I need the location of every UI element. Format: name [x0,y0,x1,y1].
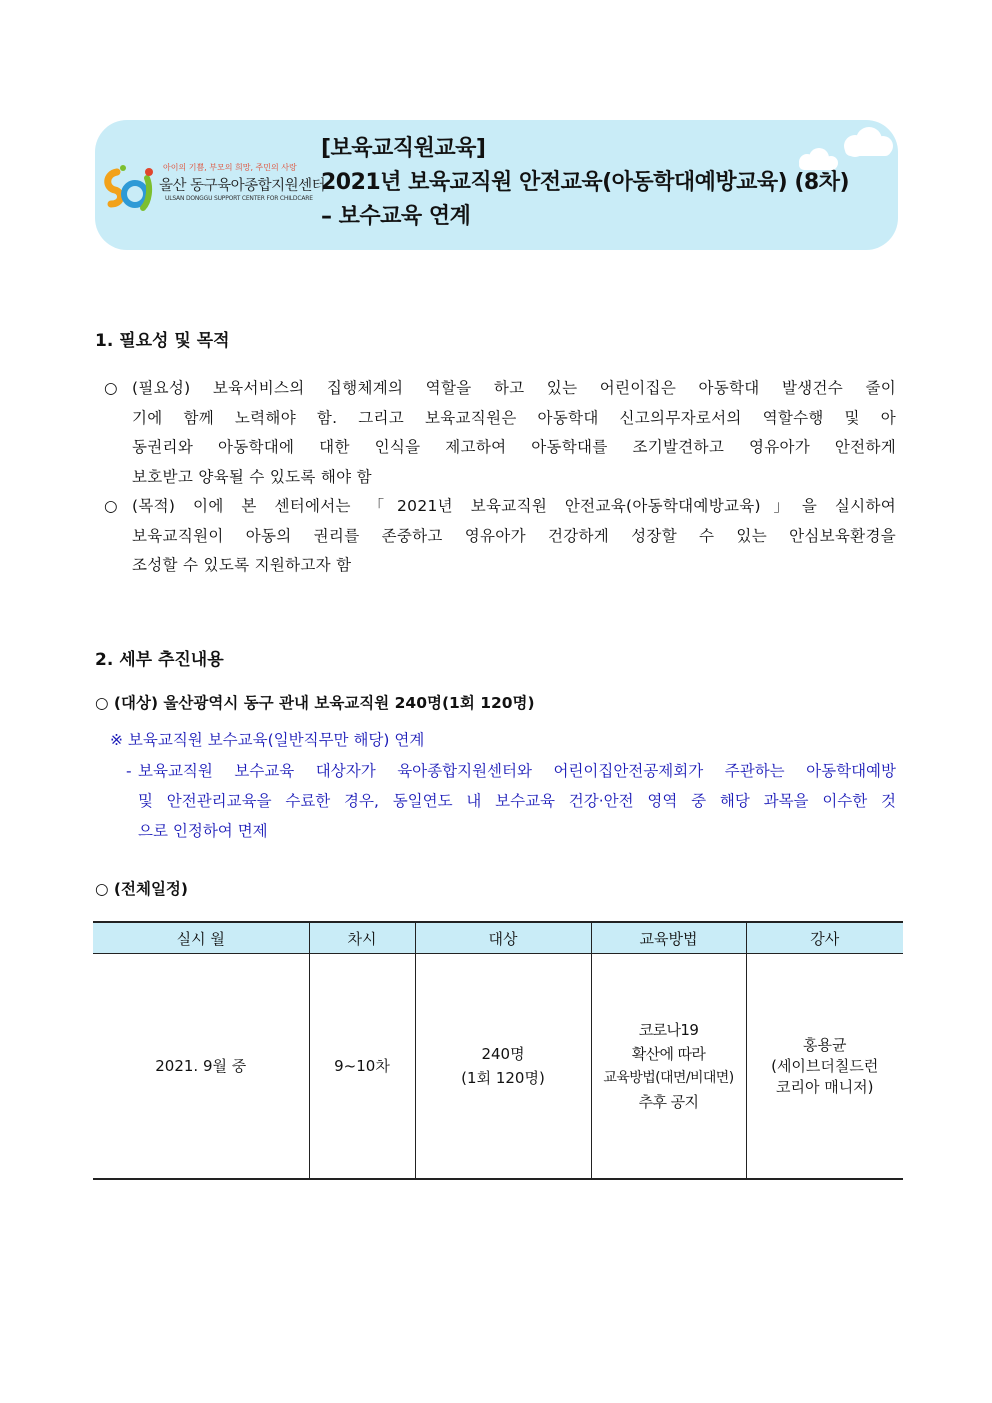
cell-instructor [746,954,903,1180]
cloud-decoration-icon [785,124,895,180]
cell-line: 교육방법(대면/비대면) [603,1070,734,1086]
logo-name: 울산 동구육아종합지원센터 [159,178,326,194]
note-reference: ※ 보육교직원 보수교육(일반직무만 해당) 연계 [110,731,425,749]
cell-line: 코리아 매니저) [775,1077,874,1096]
center-logo [103,158,326,218]
cell-line: 코로나19 [638,1021,699,1039]
schedule-label: ○ (전체일정) [95,880,188,898]
paragraph-line: 조성할 수 있도록 지원하고자 함 [132,556,352,574]
section-1-heading: 1. 필요성 및 목적 [95,331,230,351]
header-banner [95,120,898,250]
cell-line: (세이브더칠드런 [771,1056,879,1075]
note-line: 으로 인정하여 면제 [138,822,268,840]
title-line-2: 2021년 보육교직원 안전교육(아동학대예방교육) (8차) [321,170,850,195]
paragraph-line: 기에 함께 노력해야 함. 그리고 보육교직원은 아동학대 신고의무자로서의 역할수행 및 아 [132,408,896,427]
bullet-circle: ○ [104,497,118,515]
logo-slogan: 아이의 기쁨, 부모의 희망, 주민의 사랑 [163,163,297,172]
logo-name-en: ULSAN DONGGU SUPPORT CENTER FOR CHILDCARE [165,195,313,202]
paragraph-line: 동권리와 아동학대에 대한 인식을 제고하여 아동학대를 조기발견하고 영유아가 안전하게 [132,438,896,456]
cell-line: 240명 [481,1045,525,1063]
bullet-circle: ○ [104,379,118,397]
cell-line: (1회 120명) [461,1069,545,1087]
paragraph-line: 보육교직원이 아동의 권리를 존중하고 영유아가 건강하게 성장할 수 있는 안심보육환경을 [132,526,896,545]
dash-marker: - [126,762,132,780]
section-2-heading: 2. 세부 추진내용 [95,650,224,670]
schedule-table [93,921,903,1180]
purpose-paragraph-need [104,374,896,492]
note-line: 및 안전관리교육을 수료한 경우, 동일연도 내 보수교육 건강·안전 영역 중 해당 과목을 이수한 것 [138,792,896,810]
cell-session: 9~10차 [309,954,415,1180]
document-title [321,132,849,234]
column-header-instructor: 강사 [746,922,903,954]
paragraph-line: (목적) 이에 본 센터에서는 「2021년 보육교직원 안전교육(아동학대예방교육)」을 실시하여 [132,497,896,515]
purpose-paragraph-goal [104,492,896,581]
paragraph-line: 보호받고 양육될 수 있도록 해야 함 [132,467,372,486]
title-line-1: [보육교직원교육] [321,136,486,161]
cell-method [591,954,746,1180]
note-line: 보육교직원 보수교육 대상자가 육아종합지원센터와 어린이집안전공제회가 주관하는 아동학대예방 [138,762,896,780]
paragraph-line: (필요성) 보육서비스의 집행체계의 역할을 하고 있는 어린이집은 아동학대 발생건수 줄이 [132,379,896,397]
column-header-method: 교육방법 [591,922,746,954]
table-row [93,954,903,1180]
table-header-row [93,922,903,954]
center-logo-mark-icon [103,164,163,212]
column-header-month: 실시 월 [93,922,309,954]
target-audience: ○ (대상) 울산광역시 동구 관내 보육교직원 240명(1회 120명) [95,694,535,712]
column-header-target: 대상 [415,922,591,954]
column-header-session: 차시 [309,922,415,954]
note-detail [126,756,896,846]
cell-target [415,954,591,1180]
cell-line: 홍용균 [803,1035,847,1054]
cell-line: 확산에 따라 [631,1045,706,1063]
cell-month: 2021. 9월 중 [93,954,309,1180]
title-line-3: – 보수교육 연계 [321,204,471,229]
cell-line: 추후 공지 [638,1093,699,1111]
